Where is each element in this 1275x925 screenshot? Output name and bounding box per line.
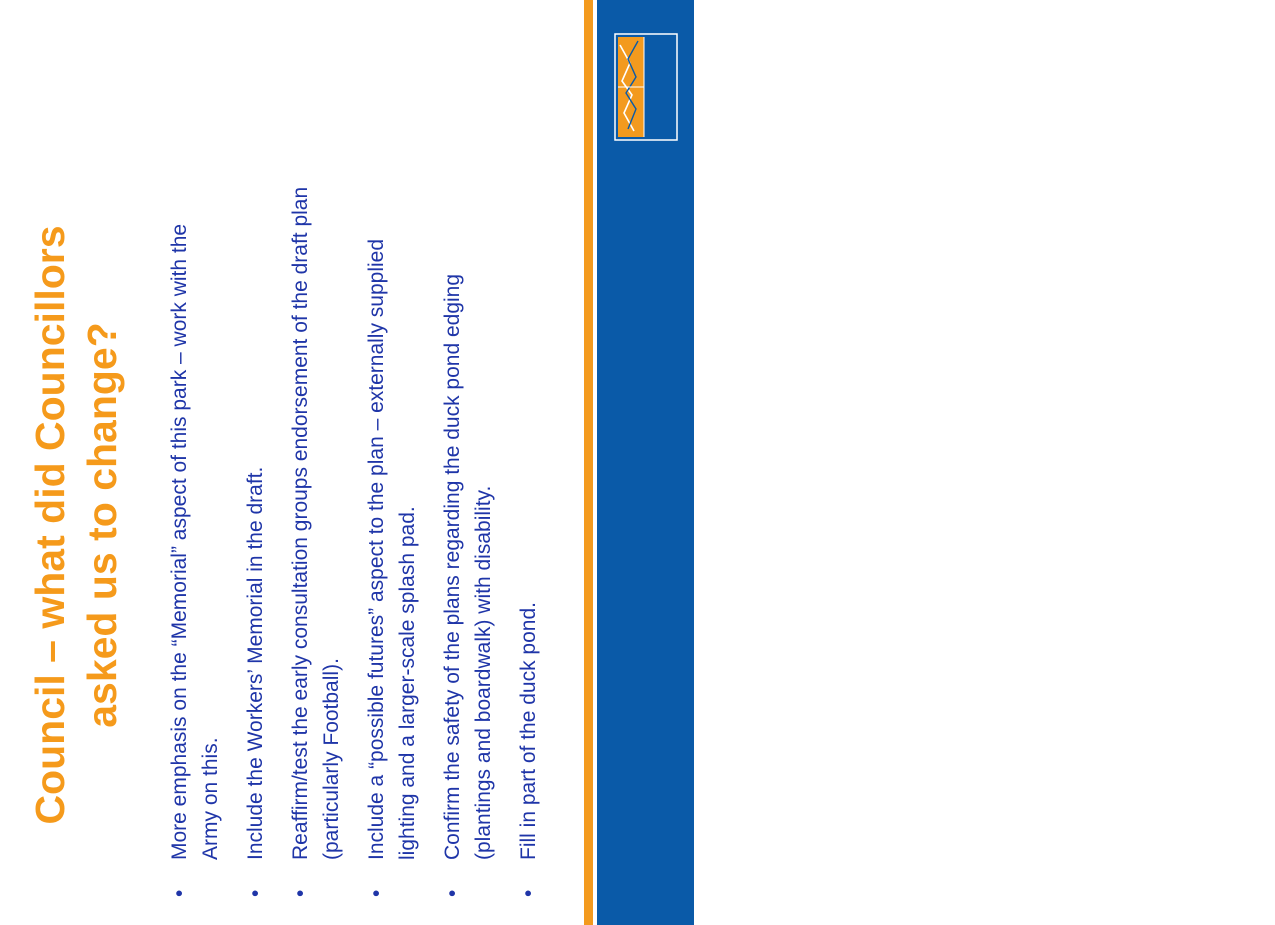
bullet-item — [240, 180, 271, 900]
bullet-text: Confirm the safety of the plans regarding the duck pond edging (plantings and boardwalk) with disability. — [441, 273, 495, 860]
bullet-marker: • — [441, 889, 464, 897]
slide-title: Council – what did Councillors asked us to change? — [27, 225, 125, 825]
bullet-list — [164, 180, 558, 900]
bullet-marker: • — [168, 889, 191, 897]
bullet-item — [285, 180, 347, 900]
bullet-marker: • — [517, 889, 540, 897]
bullet-text: More emphasis on the “Memorial” aspect of this park – work with the Army on this. — [168, 223, 222, 860]
logo-line-palmerston: PALMERSTON NORTH — [1268, 66, 1275, 151]
logo-wordmark — [1245, 66, 1275, 174]
bullet-item — [361, 180, 423, 900]
council-logo — [614, 33, 1275, 158]
bullet-text: Include a “possible futures” aspect to the plan – externally supplied lighting and a larger-scale splash pad. — [365, 238, 419, 860]
logo-line-city-council: CITY COUNCIL — [1254, 66, 1268, 158]
orange-stripe — [584, 0, 593, 925]
bullet-marker: • — [365, 889, 388, 897]
bullet-item — [513, 180, 544, 900]
bullet-text: Include the Workers’ Memorial in the draft. — [244, 466, 267, 860]
bullet-marker: • — [289, 889, 312, 897]
bullet-text: Reaffirm/test the early consultation groups endorsement of the draft plan (particularly Football). — [289, 186, 343, 860]
slide-content — [18, 150, 563, 900]
bullet-item — [164, 180, 226, 900]
council-logo-icon — [614, 33, 678, 141]
bullet-text: Fill in part of the duck pond. — [517, 602, 540, 860]
bullet-item — [437, 180, 499, 900]
bullet-marker: • — [244, 889, 267, 897]
